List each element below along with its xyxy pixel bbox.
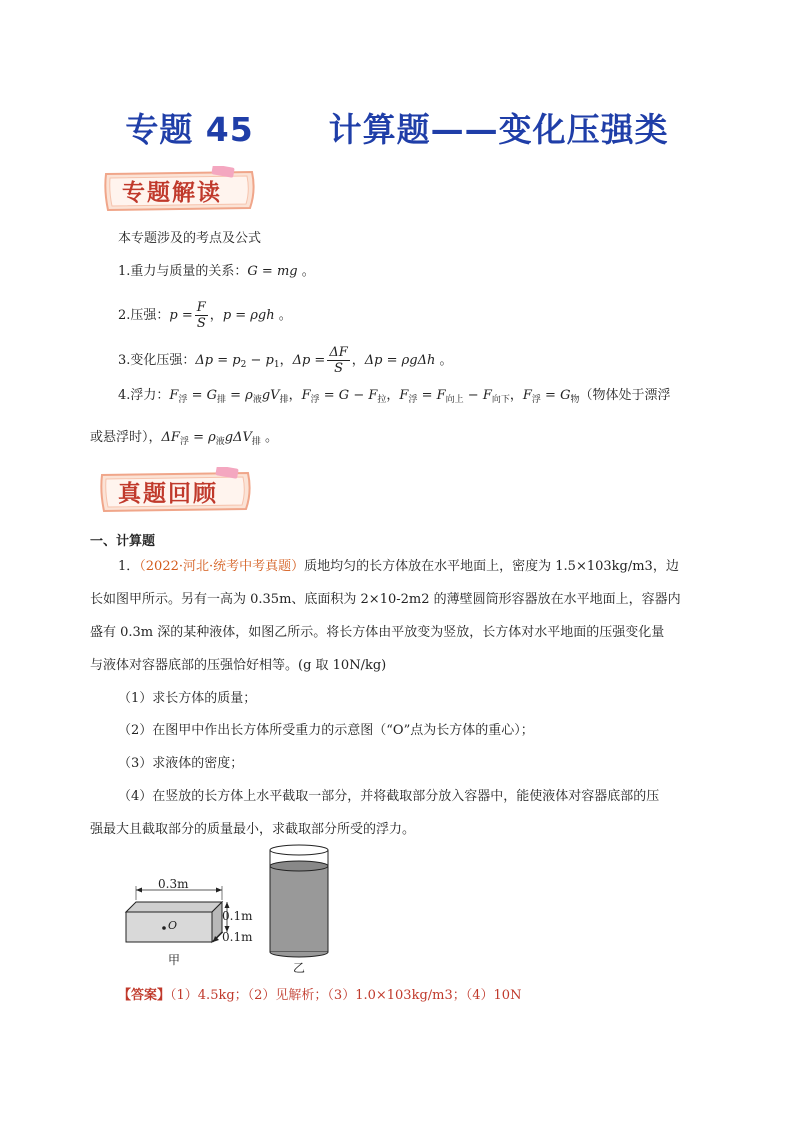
intro-item-2-label: 2.压强： xyxy=(118,308,170,323)
formula-gravity: G = mg xyxy=(247,264,298,279)
formula-pressure: p = xyxy=(169,308,193,323)
intro-item-2: 2.压强：p = $\frac{F}{S}$ ，p = ρgh 。 xyxy=(118,300,292,331)
sub-question-4-line-1: （4）在竖放的长方体上水平截取一部分，并将截取部分放入容器中，能使液体对容器底部的压 xyxy=(118,789,660,804)
question-source: （2022·河北·统考中考真题） xyxy=(139,559,305,574)
center-of-gravity-dot xyxy=(162,926,166,930)
question-line-4: 与液体对容器底部的压强恰好相等。(g 取 10N/kg) xyxy=(90,658,387,673)
sub-question-3: （3）求液体的密度； xyxy=(118,756,244,771)
box-depth-label: 0.1m xyxy=(222,930,253,944)
banner-review-label: 真题回顾 xyxy=(118,481,218,507)
question-line-1 xyxy=(118,557,679,577)
intro-item-4-note-b: 或悬浮时）， xyxy=(90,430,162,445)
figure-box xyxy=(126,886,230,942)
sub-question-1: （1）求长方体的质量； xyxy=(118,691,257,706)
figure-label-yi: 乙 xyxy=(293,961,306,975)
intro-item-4: 4.浮力：$F_浮 = G_排 = \rho_液gV_排$，$F_浮 = G - F_拉$，$F_浮 = F_{向上} - F_{向下}$，$F_浮 = G_物$（物体处于漂浮 xyxy=(118,388,671,405)
intro-item-1: 1.重力与质量的关系：G = mg 。 xyxy=(118,264,315,279)
banner-review xyxy=(96,467,246,513)
banner-interpretation-label: 专题解读 xyxy=(122,180,222,206)
banner-interpretation xyxy=(100,166,250,212)
answer-line xyxy=(118,986,521,1006)
figure-container xyxy=(270,845,328,957)
question-line-2: 长如图甲所示。另有一高为 0.35m、底面积为 2×10-2m2 的薄壁圆筒形容器放在水平地面上，容器内 xyxy=(90,592,681,607)
fraction-delta-f-over-s: $\frac{\Delta F}{S}$ xyxy=(329,345,348,376)
figure-label-jia: 甲 xyxy=(168,953,181,967)
sub-question-2: （2）在图甲中作出长方体所受重力的示意图（“O”点为长方体的重心）； xyxy=(118,723,534,738)
page-title: 专题 45 计算题——变化压强类 xyxy=(125,110,669,149)
question-text-1: 质地均匀的长方体放在水平地面上，密度为 1.5×103kg/m3，边 xyxy=(304,559,679,574)
formula-buoyancy: $F_浮 = G_排 = \rho_液gV_排$ xyxy=(169,388,289,405)
formula-delta-p: $\Delta p = p_2 - p_1$ xyxy=(195,353,280,370)
box-height-label: 0.1m xyxy=(222,909,253,923)
formula-delta-buoyancy: $\Delta F_浮 = \rho_液g\Delta V_排$ xyxy=(161,430,261,447)
intro-heading: 本专题涉及的考点及公式 xyxy=(118,231,262,246)
question-line-3: 盛有 0.3m 深的某种液体，如图乙所示。将长方体由平放变为竖放，长方体对水平地面的压强变化量 xyxy=(90,625,665,640)
section-heading: 一、计算题 xyxy=(90,534,156,549)
intro-item-4-cont: 或悬浮时），$\Delta F_浮 = \rho_液g\Delta V_排$ 。 xyxy=(90,430,279,447)
formula-liquid-pressure: p = ρgh xyxy=(222,308,275,323)
center-label: O xyxy=(168,919,178,932)
answer-label: 【答案】 xyxy=(118,988,171,1003)
question-number: 1． xyxy=(118,559,140,574)
answer-text: （1）4.5kg；（2）见解析；（3）1.0×103kg/m3；（4）10N xyxy=(170,988,522,1003)
intro-item-4-label: 4.浮力： xyxy=(118,388,170,403)
intro-item-1-label: 1.重力与质量的关系： xyxy=(118,264,248,279)
intro-item-4-note: （物体处于漂浮 xyxy=(579,388,671,403)
intro-item-3: 3.变化压强：$\Delta p = p_2 - p_1$，Δp = $\frac{\Delta F}{S}$ ，Δp = ρgΔh 。 xyxy=(118,345,453,376)
fraction-f-over-s: $\frac{F}{S}$ xyxy=(196,300,206,331)
figure-box-and-container xyxy=(110,840,350,980)
box-length-label: 0.3m xyxy=(158,877,189,891)
formula-delta-p-liquid: Δp = ρgΔh xyxy=(364,353,436,368)
intro-item-3-label: 3.变化压强： xyxy=(118,353,196,368)
sub-question-4-line-2: 强最大且截取部分的质量最小，求截取部分所受的浮力。 xyxy=(90,822,416,837)
